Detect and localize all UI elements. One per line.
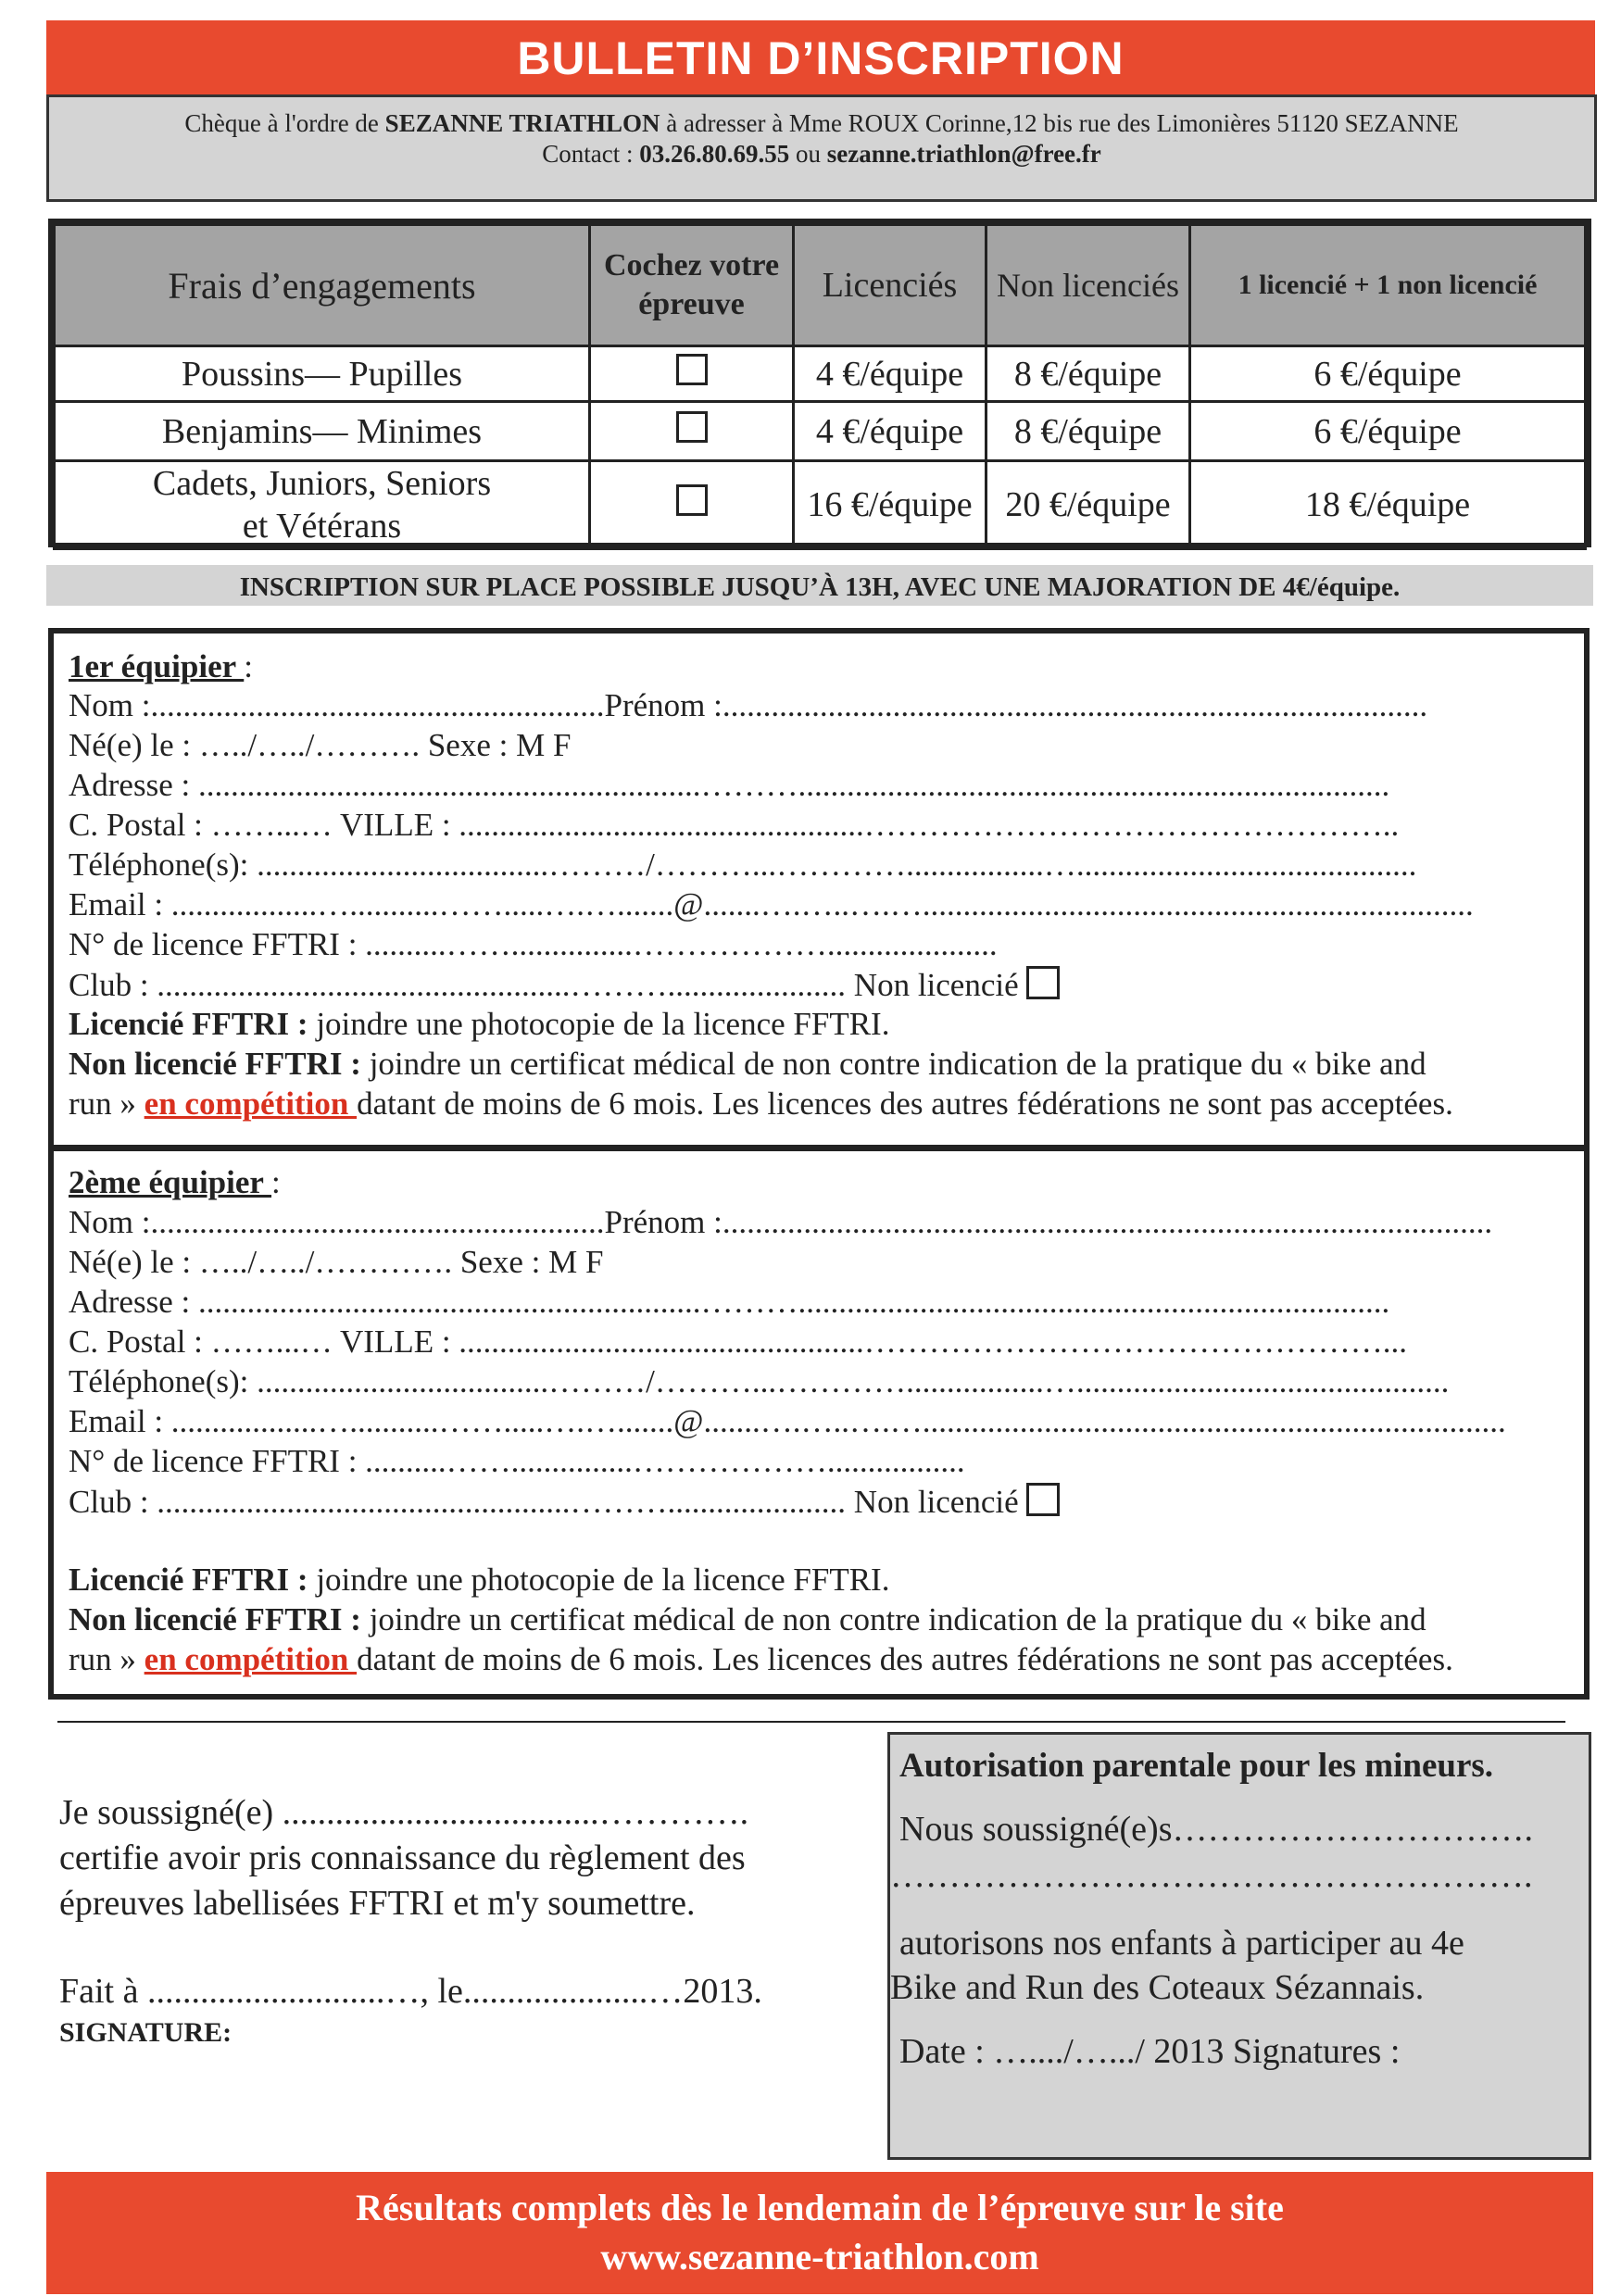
epreuve-checkbox[interactable] [676,411,708,443]
non-licencie-checkbox[interactable] [1026,1483,1060,1516]
header-mixte: 1 licencié + 1 non licencié [1190,225,1586,346]
fee-licencies: 4 €/équipe [794,402,986,461]
parental-date-signature[interactable]: Date : …..../….../ 2013 Signatures : [899,2032,1401,2071]
fee-row [55,461,1586,549]
naissance-sexe-field[interactable]: Né(e) le : …../…../…………. Sexe : M F [69,1244,604,1280]
footer-text: Résultats complets dès le lendemain de l’épreuve sur le site [356,2187,1284,2228]
payment-info [46,94,1597,202]
fee-non-licencies: 20 €/équipe [986,461,1190,549]
fees-header-row [55,225,1586,346]
footer-banner [46,2172,1593,2294]
cp-ville-field[interactable]: C. Postal : ……...… VILLE : ..................................................………………………………………….. [69,807,1400,843]
parental-text: autorisons nos enfants à participer au 4e [899,1924,1464,1963]
telephone-field[interactable]: Téléphone(s): ....................................………/………...………….................….......................................... [69,847,1417,883]
certify-text: certifie avoir pris connaissance du règlement des [59,1838,746,1877]
header-frais: Frais d’engagements [55,225,590,346]
fait-a-field[interactable]: Fait à ...........................…, le.....................…2013. [59,1972,762,2011]
telephone-field[interactable]: Téléphone(s): ....................................………/………...………….................….............................................. [69,1363,1450,1399]
fees-table [48,219,1591,547]
section-heading: 1er équipier : [69,648,253,684]
naissance-sexe-field[interactable]: Né(e) le : …../…../………. Sexe : M F [69,727,572,763]
epreuve-checkbox[interactable] [676,354,708,385]
soussigne-field[interactable]: Je soussigné(e) ....................................…………. [59,1793,749,1832]
non-licencie-checkbox[interactable] [1026,966,1060,999]
non-licencie-note-cont: run » en compétition datant de moins de 6 mois. Les licences des autres fédérations ne sont pas acceptées. [69,1641,1453,1677]
certify-text-cont: épreuves labellisées FFTRI et m'y soumettre. [59,1884,696,1923]
parental-title: Autorisation parentale pour les mineurs. [899,1747,1494,1785]
fee-mixte: 6 €/équipe [1190,402,1586,461]
licence-field[interactable]: N° de licence FFTRI : ..........……...............………………................. [69,1443,965,1479]
separator-line [57,1721,1565,1723]
equipier-2-section [48,1146,1590,1700]
parental-authorisation-box [887,1732,1591,2160]
fee-row [55,346,1586,402]
parental-soussigne-field[interactable]: Nous soussigné(e)s…………………………. [899,1810,1533,1849]
fee-mixte: 18 €/équipe [1190,461,1586,549]
adresse-field[interactable]: Adresse : ..............................................................………......................................................................... [69,767,1390,803]
onsite-notice: INSCRIPTION SUR PLACE POSSIBLE JUSQU’À 13H, AVEC UNE MAJORATION DE 4€/équipe. [46,565,1593,606]
fee-non-licencies: 8 €/équipe [986,346,1190,402]
fee-category: Benjamins— Minimes [55,402,590,461]
fee-licencies: 16 €/équipe [794,461,986,549]
club-field[interactable]: Club : ...................................................………...................... Non licencié [69,966,1060,1004]
nom-prenom-field[interactable]: Nom :........................................................Prénom :............................................................................................... [69,1204,1493,1240]
fee-row [55,402,1586,461]
contact-email: sezanne.triathlon@free.fr [826,140,1101,168]
header-cochez: Cochez votre épreuve [590,225,794,346]
club-field[interactable]: Club : ...................................................………...................... Non licencié [69,1483,1060,1521]
contact-phone: 03.26.80.69.55 [639,140,790,168]
licence-field[interactable]: N° de licence FFTRI : ..........……...............………………..................... [69,926,998,962]
licencie-note: Licencié FFTRI : joindre une photocopie de la licence FFTRI. [69,1562,890,1598]
email-field[interactable]: Email : ..................…...........…….....….….......@.......….…..….….................................................................... [69,886,1474,922]
equipier-1-section [48,628,1590,1150]
non-licencie-note: Non licencié FFTRI : joindre un certificat médical de non contre indication de la pratique du « bike and [69,1046,1426,1082]
licencie-note: Licencié FFTRI : joindre une photocopie de la licence FFTRI. [69,1006,890,1042]
section-heading: 2ème équipier : [69,1164,281,1200]
cheque-line: Chèque à l'ordre de SEZANNE TRIATHLON à adresser à Mme ROUX Corinne,12 bis rue des Limonières 51120 SEZANNE [184,109,1459,137]
non-licencie-note-cont: run » en compétition datant de moins de 6 mois. Les licences des autres fédérations ne sont pas acceptées. [69,1085,1453,1122]
form-title: BULLETIN D’INSCRIPTION [46,20,1595,94]
cp-ville-field[interactable]: C. Postal : ……...… VILLE : ..................................................…………………………………………... [69,1324,1408,1360]
parental-text-cont: Bike and Run des Coteaux Sézannais. [890,1968,1425,2007]
header-licencies: Licenciés [794,225,986,346]
fee-mixte: 6 €/équipe [1190,346,1586,402]
adresse-field[interactable]: Adresse : ..............................................................………......................................................................... [69,1284,1390,1320]
fee-non-licencies: 8 €/équipe [986,402,1190,461]
footer-website-link[interactable]: www.sezanne-triathlon.com [600,2236,1039,2277]
fee-licencies: 4 €/équipe [794,346,986,402]
parental-soussigne-field-cont[interactable]: ………………………………………………. [890,1856,1533,1895]
contact-line: Contact : 03.26.80.69.55 ou sezanne.triathlon@free.fr [542,140,1101,168]
email-field[interactable]: Email : ..................…...........…….....….….......@.......….…..….…........................................................................ [69,1403,1506,1439]
nom-prenom-field[interactable]: Nom :........................................................Prénom :....................................................................................... [69,687,1428,723]
non-licencie-note: Non licencié FFTRI : joindre un certificat médical de non contre indication de la pratique du « bike and [69,1601,1426,1637]
signature-label: SIGNATURE: [59,2017,232,2048]
fee-category: Poussins— Pupilles [55,346,590,402]
epreuve-checkbox[interactable] [676,484,708,516]
fee-category: Cadets, Juniors, Seniors et Vétérans [55,461,590,549]
header-non-licencies: Non licenciés [986,225,1190,346]
